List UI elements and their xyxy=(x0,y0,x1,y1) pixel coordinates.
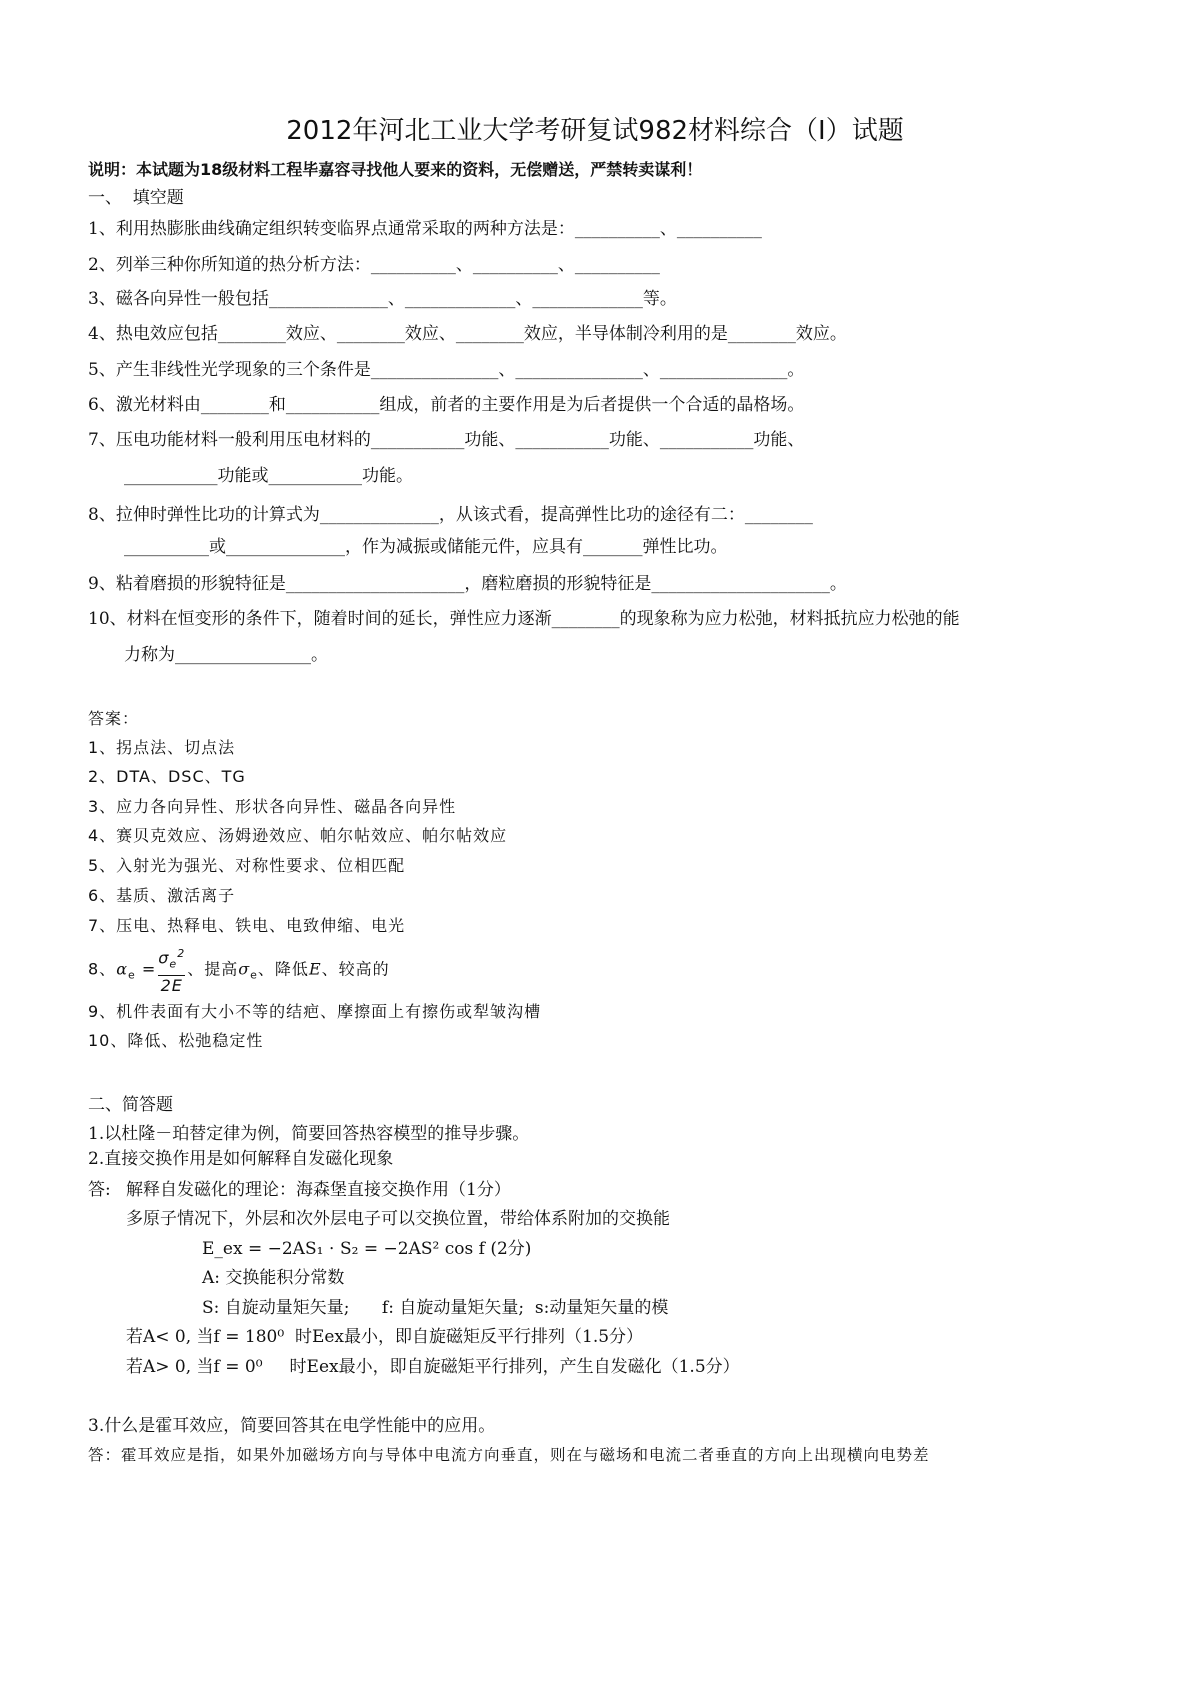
modulus-symbol: E xyxy=(308,959,322,979)
section1-heading: 一、 填空题 xyxy=(88,188,184,208)
answer-9: 9、机件表面有大小不等的结疤、摩擦面上有擦伤或犁皱沟槽 xyxy=(88,1002,542,1021)
answer-2-line-3: A: 交换能积分常数 xyxy=(202,1268,345,1288)
answer-8-prefix: 8、 xyxy=(88,959,117,979)
question-10-cont: 力称为________________。 xyxy=(124,645,328,665)
answer-3: 3、应力各向异性、形状各向异性、磁晶各向异性 xyxy=(88,797,457,816)
section2-question-2: 2.直接交换作用是如何解释自发磁化现象 xyxy=(88,1149,394,1169)
fraction-denominator: 2E xyxy=(160,975,183,995)
sigma-sub: e xyxy=(169,957,178,971)
answer-2-line-1: 解释自发磁化的理论：海森堡直接交换作用（1分） xyxy=(126,1180,511,1200)
section2-answer-3: 答：霍耳效应是指，如果外加磁场方向与导体中电流方向垂直，则在与磁场和电流二者垂直的方向上出现横向电势差 xyxy=(88,1446,930,1464)
answer-label: 答: xyxy=(88,1180,111,1200)
answer-1: 1、拐点法、切点法 xyxy=(88,738,236,757)
answer-5: 5、入射光为强光、对称性要求、位相匹配 xyxy=(88,856,406,875)
answer-8 xyxy=(88,944,390,999)
question-5: 5、产生非线性光学现象的三个条件是_______________、_______________、_______________。 xyxy=(88,360,805,380)
sigma-sup: 2 xyxy=(177,947,186,960)
question-7-cont: ___________功能或___________功能。 xyxy=(124,466,413,486)
answer-2: 2、DTA、DSC、TG xyxy=(88,767,246,786)
answer-2-line-2: 多原子情况下，外层和次外层电子可以交换位置，带给体系附加的交换能 xyxy=(126,1209,670,1229)
exchange-energy-formula: E_ex = −2AS₁ ⋅ S₂ = −2AS² cos f (2分) xyxy=(202,1239,532,1259)
question-9: 9、粘着磨损的形貌特征是_____________________，磨粒磨损的形貌特征是_____________________。 xyxy=(88,574,847,594)
answers-heading: 答案： xyxy=(88,709,140,728)
sigma-symbol: σ xyxy=(238,959,251,979)
alpha-symbol: α xyxy=(116,959,128,979)
fraction-numerator xyxy=(158,944,185,976)
equals: = xyxy=(135,959,157,979)
question-1: 1、利用热膨胀曲线确定组织转变临界点通常采取的两种方法是：__________、__________ xyxy=(88,219,762,239)
section2-question-3: 3.什么是霍耳效应，简要回答其在电学性能中的应用。 xyxy=(88,1416,496,1436)
section2-heading: 二、简答题 xyxy=(88,1095,173,1115)
answer-7: 7、压电、热释电、铁电、电致伸缩、电光 xyxy=(88,916,406,935)
answer-6: 6、基质、激活离子 xyxy=(88,886,236,905)
answer-8-text-3: 、较高的 xyxy=(321,959,390,979)
sigma-numerator: σ xyxy=(158,948,170,968)
answer-2-line-6: 若A> 0, 当f = 0⁰ 时Eex最小，即自旋磁矩平行排列，产生自发磁化（1.5分） xyxy=(126,1357,740,1377)
sigma-symbol-sub: e xyxy=(250,968,258,982)
answer-8-text-2: 、降低 xyxy=(257,959,309,979)
notice: 说明：本试题为18级材料工程毕嘉容寻找他人要来的资料，无偿赠送，严禁转卖谋利！ xyxy=(88,160,703,179)
question-2: 2、列举三种你所知道的热分析方法：__________、__________、__________ xyxy=(88,255,660,275)
answer-2-line-4: S: 自旋动量矩矢量; f: 自旋动量矩矢量; s:动量矩矢量的模 xyxy=(202,1298,669,1318)
section2-question-1: 1.以杜隆－珀替定律为例，简要回答热容模型的推导步骤。 xyxy=(88,1124,530,1144)
answer-10: 10、降低、松弛稳定性 xyxy=(88,1031,264,1050)
question-8: 8、拉伸时弹性比功的计算式为______________，从该式看，提高弹性比功的途径有二：________ xyxy=(88,505,813,525)
question-3: 3、磁各向异性一般包括______________、_____________、_____________等。 xyxy=(88,289,677,309)
question-4: 4、热电效应包括________效应、________效应、________效应，半导体制冷利用的是________效应。 xyxy=(88,324,847,344)
answer-4: 4、赛贝克效应、汤姆逊效应、帕尔帖效应、帕尔帖效应 xyxy=(88,826,508,845)
question-8-cont: __________或______________，作为减振或储能元件，应具有_______弹性比功。 xyxy=(124,537,728,557)
answer-2-line-5: 若A< 0, 当f = 180⁰ 时Eex最小，即自旋磁矩反平行排列（1.5分） xyxy=(126,1327,644,1347)
alpha-subscript: e xyxy=(128,968,136,982)
fraction xyxy=(158,944,185,996)
question-10: 10、材料在恒变形的条件下，随着时间的延长，弹性应力逐渐________的现象称为应力松弛，材料抵抗应力松弛的能 xyxy=(88,609,960,629)
question-7: 7、压电功能材料一般利用压电材料的___________功能、___________功能、___________功能、 xyxy=(88,430,805,450)
question-6: 6、激光材料由________和___________组成，前者的主要作用是为后者提供一个合适的晶格场。 xyxy=(88,395,805,415)
page-title: 2012年河北工业大学考研复试982材料综合（Ⅰ）试题 xyxy=(286,116,904,146)
answer-8-text-1: 、提高 xyxy=(187,959,239,979)
